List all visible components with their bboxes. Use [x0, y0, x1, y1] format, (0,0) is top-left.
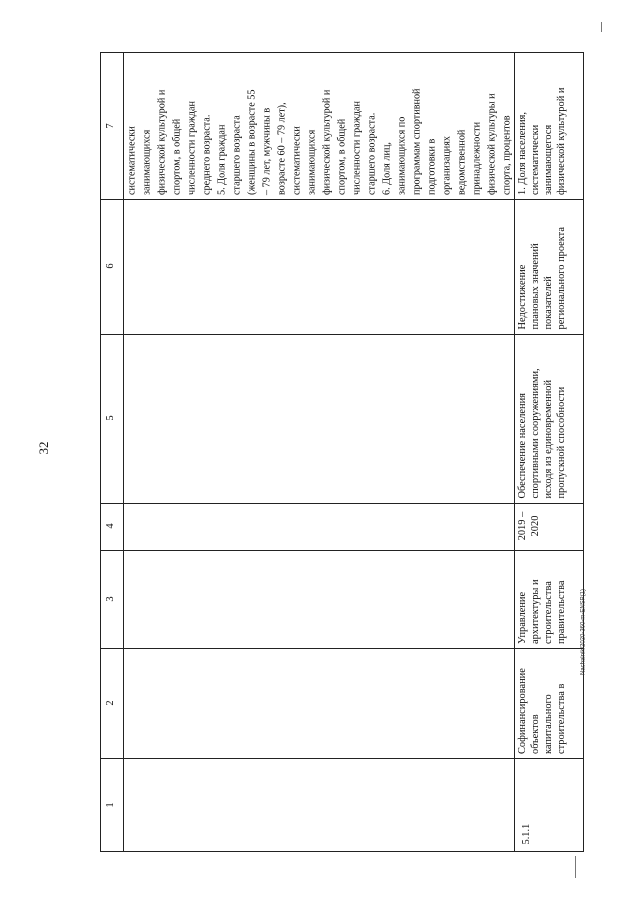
- header-col-1: 1: [105, 802, 116, 808]
- divider-5-4: [101, 503, 583, 504]
- header-col-3: 3: [105, 596, 116, 602]
- divider-6-5: [101, 334, 583, 335]
- divider-3-2: [101, 648, 583, 649]
- edge-mark-top: [601, 22, 602, 32]
- continuation-indicators-text: систематически занимающихся физической культурой и спортом, в общей численности граждан среднего возраста. 5. Доля граждан старшего возраста (женщины в возрасте 55 – 79 лет, мужчины в возрасте 60 – 79 лет), систематически занимающихся физической культурой и спортом, в общей численности граждан старшего возраста. 6. Доля лиц, занимающихся по программам спортивной подготовки в организациях ведомственной принадлежности физической культуры и спорта, процентов: [126, 88, 513, 195]
- edge-mark-bottom: [575, 856, 576, 878]
- row-5-1-1-period: 2019 – 2020: [517, 511, 542, 541]
- divider-7-6: [101, 199, 583, 200]
- divider-2-1: [101, 758, 583, 759]
- header-col-4: 4: [105, 523, 116, 529]
- document-table: [100, 52, 584, 852]
- divider-4-3: [101, 550, 583, 551]
- footer-stamp: Nachalnik/2020-360-m-ENSP(1): [580, 588, 587, 676]
- row-5-1-1-risks: Недостижение плановых значений показателей регионального проекта: [517, 227, 568, 330]
- header-col-2: 2: [105, 700, 116, 706]
- header-col-7: 7: [105, 123, 116, 129]
- row-5-1-1-result: Обеспечение населения спортивными сооружениями, исходя из единовременной пропускной способности: [517, 368, 568, 499]
- row-5-1-1-indicators: 1. Доля населения, систематически занимающегося физической культурой и: [517, 87, 568, 195]
- header-col-5: 5: [105, 415, 116, 421]
- row-5-1-1-name: Софинансирование объектов капитального строительства в: [517, 668, 568, 754]
- header-col-6: 6: [105, 263, 116, 269]
- row-5-1-1-number: 5.1.1: [521, 823, 532, 845]
- row-5-1-1-executor: Управление архитектуры и строительства правительства: [517, 579, 568, 644]
- page-number: 32: [36, 441, 51, 455]
